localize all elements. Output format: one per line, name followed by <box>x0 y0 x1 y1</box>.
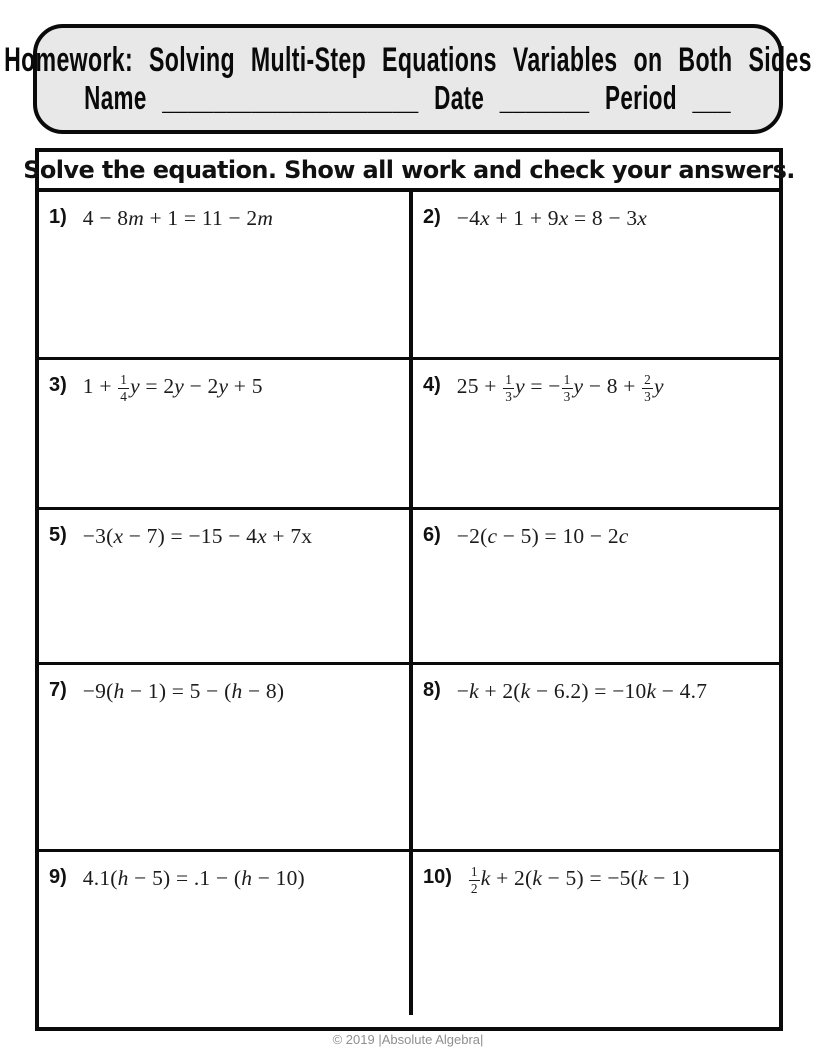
problem-cell-4 <box>409 357 779 507</box>
problems-table <box>23 148 795 1031</box>
problem-equation: −2(c − 5) = 10 − 2c <box>456 524 629 548</box>
fraction: $\frac{1}{3}$ <box>563 371 571 404</box>
fraction: $\frac{2}{3}$ <box>644 371 652 404</box>
date-blank: _______ <box>500 78 590 116</box>
problem-number: 1) <box>49 206 67 228</box>
problems-grid <box>39 192 779 1015</box>
problem-equation: 25 + $\frac{1}{3}$ y = − $\frac{1}{3}$ y − 8 + $\frac{2}{3}$ y <box>456 371 664 404</box>
copyright-text: © 2019 |Absolute Algebra| <box>332 1032 484 1047</box>
name-date-period-line <box>84 78 732 116</box>
problem-cell-6 <box>409 507 779 662</box>
instructions-text: Solve the equation. Show all work and check your answers. <box>23 156 795 184</box>
worksheet-title: Homework: Solving Multi-Step Equations Variables on Both Sides <box>4 40 812 79</box>
problem-number: 7) <box>49 679 67 701</box>
problem-number: 6) <box>423 524 441 546</box>
problem-equation: 1 + $\frac{1}{4}$ y = 2y − 2y + 5 <box>82 371 263 404</box>
fraction: $\frac{1}{3}$ <box>505 371 513 404</box>
fraction: $\frac{1}{2}$ <box>470 863 478 896</box>
problem-cell-1 <box>39 192 409 357</box>
problem-cell-7 <box>39 662 409 849</box>
problem-number: 4) <box>423 374 441 396</box>
problem-cell-2 <box>409 192 779 357</box>
problem-number: 8) <box>423 679 441 701</box>
period-label: Period <box>605 78 678 116</box>
problem-equation: 4.1(h − 5) = .1 − (h − 10) <box>82 866 305 890</box>
problem-number: 5) <box>49 524 67 546</box>
name-blank: ____________________ <box>162 78 420 116</box>
date-label: Date <box>434 78 485 116</box>
problem-cell-9 <box>39 849 409 1015</box>
problem-number: 9) <box>49 866 67 888</box>
problem-cell-3 <box>39 357 409 507</box>
fraction: $\frac{1}{4}$ <box>120 371 128 404</box>
problem-cell-10 <box>409 849 779 1015</box>
instructions-bar <box>23 152 795 192</box>
problem-equation: −9(h − 1) = 5 − (h − 8) <box>82 679 285 703</box>
copyright-footer <box>0 1032 816 1047</box>
problem-number: 3) <box>49 374 67 396</box>
period-blank: ___ <box>692 78 732 116</box>
problem-equation: $\frac{1}{2}$ k + 2(k − 5) = −5(k − 1) <box>470 863 690 896</box>
problem-equation: 4 − 8m + 1 = 11 − 2m <box>82 206 274 230</box>
problem-cell-8 <box>409 662 779 849</box>
problem-equation: −3(x − 7) = −15 − 4x + 7x <box>82 524 313 548</box>
problem-number: 10) <box>423 866 452 888</box>
problem-equation: −k + 2(k − 6.2) = −10k − 4.7 <box>456 679 708 703</box>
problem-number: 2) <box>423 206 441 228</box>
problem-equation: −4x + 1 + 9x = 8 − 3x <box>456 206 648 230</box>
worksheet-header <box>4 24 812 134</box>
name-label: Name <box>84 78 148 116</box>
problem-cell-5 <box>39 507 409 662</box>
